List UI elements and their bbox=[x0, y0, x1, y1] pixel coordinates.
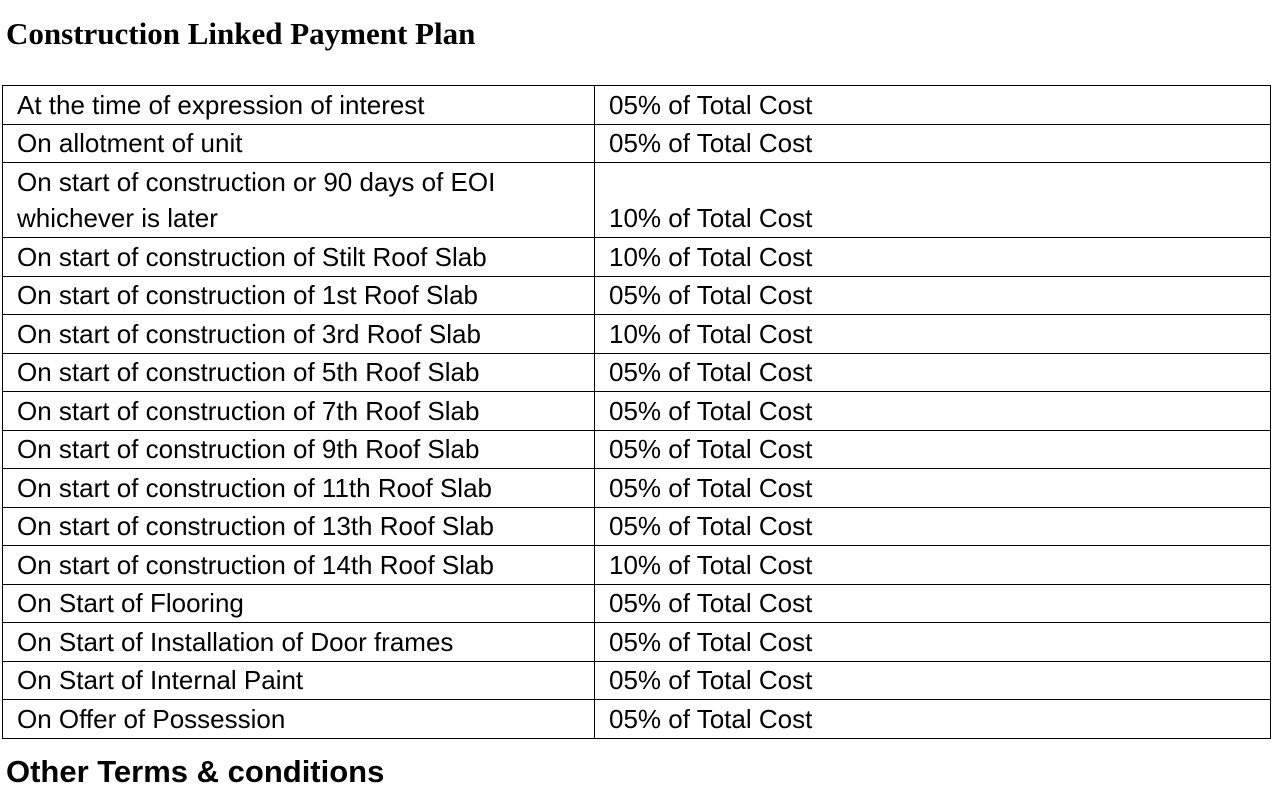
amount-cell: 05% of Total Cost bbox=[595, 623, 1271, 662]
table-row bbox=[3, 315, 1271, 354]
table-row bbox=[3, 392, 1271, 431]
stage-cell: On Offer of Possession bbox=[3, 700, 595, 739]
amount-cell: 10% of Total Cost bbox=[595, 238, 1271, 277]
stage-cell: On allotment of unit bbox=[3, 124, 595, 163]
payment-plan-table bbox=[2, 85, 1271, 739]
amount-cell: 10% of Total Cost bbox=[595, 315, 1271, 354]
amount-cell: 05% of Total Cost bbox=[595, 124, 1271, 163]
stage-cell: On Start of Installation of Door frames bbox=[3, 623, 595, 662]
table-row bbox=[3, 353, 1271, 392]
table-row bbox=[3, 276, 1271, 315]
table-row bbox=[3, 163, 1271, 238]
amount-cell: 05% of Total Cost bbox=[595, 507, 1271, 546]
amount-cell: 05% of Total Cost bbox=[595, 276, 1271, 315]
stage-cell: At the time of expression of interest bbox=[3, 86, 595, 125]
table-row bbox=[3, 507, 1271, 546]
stage-cell: On Start of Flooring bbox=[3, 584, 595, 623]
stage-cell: On start of construction of 11th Roof Slab bbox=[3, 469, 595, 508]
stage-cell: On start of construction of 1st Roof Slab bbox=[3, 276, 595, 315]
stage-cell: On start of construction or 90 days of EOI whichever is later bbox=[3, 163, 595, 238]
stage-cell: On start of construction of 9th Roof Slab bbox=[3, 430, 595, 469]
page-title: Construction Linked Payment Plan bbox=[6, 16, 476, 51]
stage-cell: On start of construction of 7th Roof Slab bbox=[3, 392, 595, 431]
table-row bbox=[3, 623, 1271, 662]
amount-cell: 05% of Total Cost bbox=[595, 86, 1271, 125]
table-row bbox=[3, 86, 1271, 125]
amount-cell: 10% of Total Cost bbox=[595, 546, 1271, 585]
table-row bbox=[3, 430, 1271, 469]
table-row bbox=[3, 124, 1271, 163]
table-row bbox=[3, 584, 1271, 623]
table-row bbox=[3, 661, 1271, 700]
stage-cell: On start of construction of 13th Roof Slab bbox=[3, 507, 595, 546]
amount-cell: 05% of Total Cost bbox=[595, 661, 1271, 700]
stage-cell: On start of construction of 5th Roof Slab bbox=[3, 353, 595, 392]
stage-cell: On start of construction of Stilt Roof Slab bbox=[3, 238, 595, 277]
stage-cell: On Start of Internal Paint bbox=[3, 661, 595, 700]
table-row bbox=[3, 238, 1271, 277]
amount-cell: 10% of Total Cost bbox=[595, 163, 1271, 238]
amount-cell: 05% of Total Cost bbox=[595, 353, 1271, 392]
stage-cell: On start of construction of 3rd Roof Slab bbox=[3, 315, 595, 354]
table-row bbox=[3, 700, 1271, 739]
amount-cell: 05% of Total Cost bbox=[595, 700, 1271, 739]
amount-cell: 05% of Total Cost bbox=[595, 392, 1271, 431]
table-row bbox=[3, 469, 1271, 508]
amount-cell: 05% of Total Cost bbox=[595, 469, 1271, 508]
amount-cell: 05% of Total Cost bbox=[595, 430, 1271, 469]
table-row bbox=[3, 546, 1271, 585]
section-heading: Other Terms & conditions bbox=[6, 754, 385, 789]
amount-cell: 05% of Total Cost bbox=[595, 584, 1271, 623]
stage-cell: On start of construction of 14th Roof Slab bbox=[3, 546, 595, 585]
